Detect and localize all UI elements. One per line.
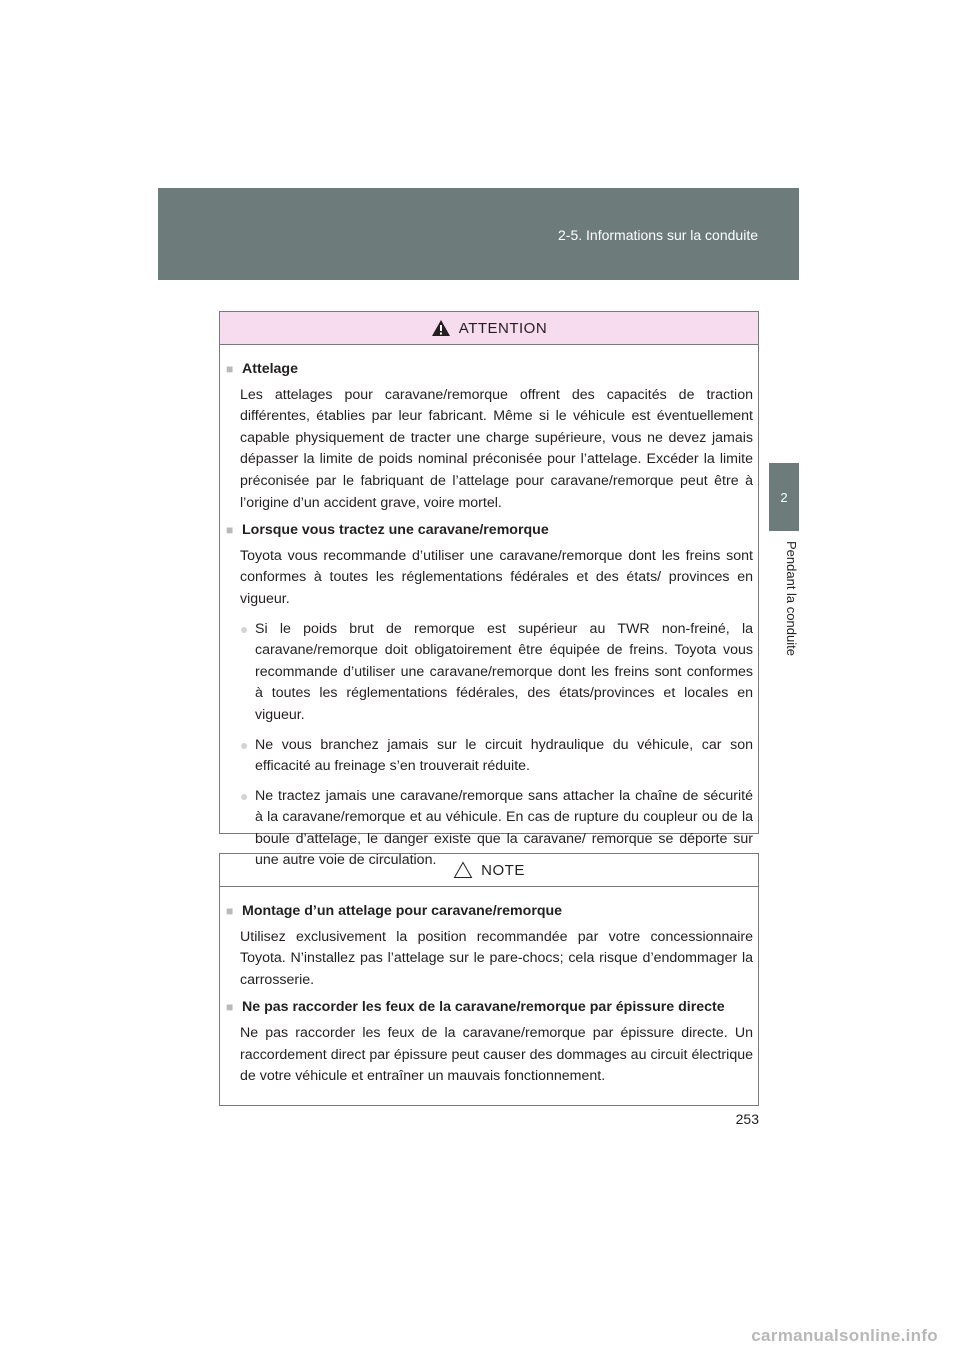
caution-outline-icon: [453, 861, 473, 879]
list-item: ● Si le poids brut de remorque est supérieur au TWR non-freiné, la caravane/remorque doit obligatoirement être équipée de freins. Toyota vous recommande d’utiliser une caravane/remorque dont les freins sont conformes à toutes les réglementations fédérales, des états/provinces et locales en vigueur.: [240, 619, 753, 727]
section-heading: ■ Lorsque vous tractez une caravane/remorque: [226, 520, 753, 542]
paragraph: Utilisez exclusivement la position recommandée par votre concessionnaire Toyota. N’installez pas l’attelage sur le pare-chocs; cela risque d’endommager la carrosserie.: [240, 928, 753, 988]
section-title: 2-5. Informations sur la conduite: [558, 227, 758, 243]
chapter-tab: 2: [769, 463, 799, 531]
circle-bullet-icon: ●: [240, 736, 249, 753]
square-bullet-icon: ■: [226, 523, 234, 538]
list-item: ● Ne vous branchez jamais sur le circuit hydraulique du véhicule, car son efficacité au freinage s’en trouverait réduite.: [240, 735, 753, 778]
chapter-label: Pendant la conduite: [784, 541, 799, 656]
warning-icon: [431, 319, 451, 337]
list-item: ● Ne tractez jamais une caravane/remorque sans attacher la chaîne de sécurité à la caravane/remorque et au véhicule. En cas de rupture du coupleur ou de la boule d’attelage, le danger existe que la caravane/ remorque se déporte sur une autre voie de circulation.: [240, 786, 753, 872]
attention-box: [219, 311, 759, 869]
square-bullet-icon: ■: [226, 362, 234, 376]
note-header: [220, 854, 758, 887]
section-heading: ■ Ne pas raccorder les feux de la caravane/remorque par épissure directe: [226, 997, 753, 1019]
section-heading: ■ Attelage: [226, 359, 753, 381]
page-number: 253: [735, 1111, 759, 1127]
paragraph: Toyota vous recommande d’utiliser une caravane/remorque dont les freins sont conformes à toutes les réglementations fédérales et des états/ provinces en vigueur.: [240, 547, 753, 607]
note-title: NOTE: [481, 861, 525, 879]
section-heading: ■ Montage d’un attelage pour caravane/remorque: [226, 901, 753, 923]
circle-bullet-icon: ●: [240, 787, 249, 804]
watermark: carmanualsonline.info: [751, 1326, 938, 1345]
paragraph: Les attelages pour caravane/remorque offrent des capacités de traction différentes, établies par leur fabricant. Même si le véhicule est éventuellement capable physiquement de tracter une charge supérieure, vous ne devez jamais dépasser la limite de poids nominal préconisée pour l’attelage. Excéder la limite préconisée par le fabriquant de l’attelage pour caravane/remorque peut être à l’origine d’un accident grave, voire mortel.: [240, 386, 753, 511]
attention-title: ATTENTION: [458, 319, 548, 337]
square-bullet-icon: ■: [226, 1000, 234, 1015]
header-band: [158, 188, 799, 280]
circle-bullet-icon: ●: [240, 620, 249, 637]
attention-header: [220, 312, 758, 345]
paragraph: Ne pas raccorder les feux de la caravane/remorque par épissure directe. Un raccordement direct par épissure peut causer des dommages au circuit électrique de votre véhicule et entraîner un mauvais fonctionnement.: [240, 1024, 753, 1085]
square-bullet-icon: ■: [226, 904, 234, 918]
note-box: [219, 853, 759, 1106]
